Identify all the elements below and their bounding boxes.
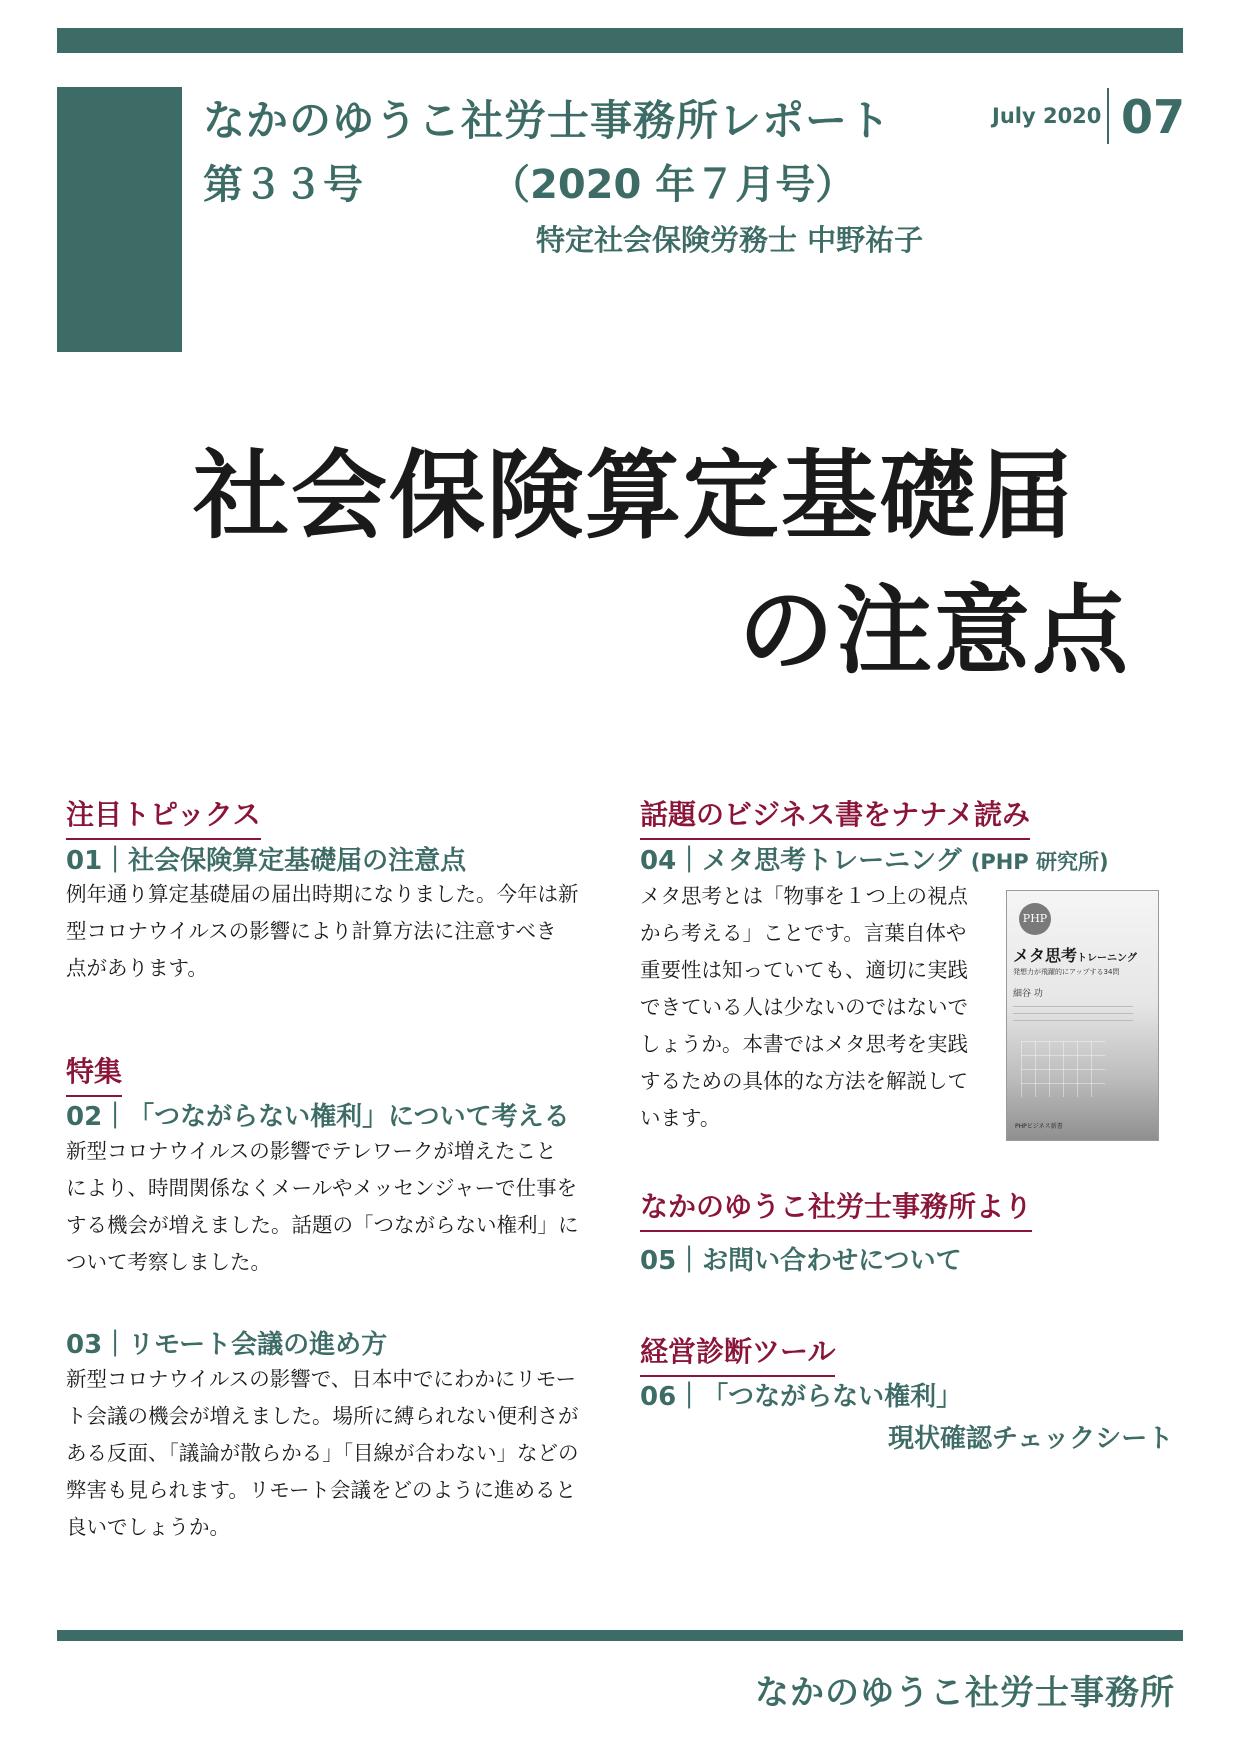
book-imprint: PHPビジネス新書 [1015, 1123, 1063, 1130]
book-title-small: トレーニング [1077, 953, 1137, 964]
headline-line-2: の注意点 [738, 575, 1130, 687]
article-03-line: 弊害も見られます。リモート会議をどのように進めると [66, 1478, 577, 1502]
section-head-diagnosis-tool: 経営診断ツール [640, 1330, 835, 1377]
article-02-line: ついて考察しました。 [66, 1250, 271, 1274]
article-04-title[interactable] [640, 840, 1109, 877]
article-04-publisher: (PHP 研究所) [970, 850, 1109, 874]
article-02-line: により、時間関係なくメールやメッセンジャーで仕事を [66, 1176, 578, 1200]
article-02-body [66, 1133, 579, 1281]
article-04-line: から考える」ことです。言葉自体や [640, 921, 967, 945]
article-06-title[interactable]: 06｜「つながらない権利」 [640, 1382, 963, 1412]
report-title: なかのゆうこ社労士事務所レポート [203, 96, 892, 145]
footer-org-name: なかのゆうこ社労士事務所 [755, 1673, 1175, 1713]
issue-date: （2020 年７月号） [490, 162, 856, 208]
section-head-topics: 注目トピックス [66, 793, 261, 840]
article-05-title[interactable]: 05｜お問い合わせについて [640, 1246, 962, 1276]
top-bar [57, 28, 1183, 53]
book-title [1013, 943, 1137, 966]
article-04-line: するための具体的な方法を解説して [640, 1069, 968, 1093]
article-02-line: する機会が増えました。話題の「つながらない権利」に [66, 1213, 579, 1237]
article-02-title[interactable]: 02｜「つながらない権利」について考える [66, 1102, 570, 1132]
book-grid-pattern [1021, 1041, 1105, 1097]
article-03-body [66, 1361, 579, 1546]
article-04-line: います。 [640, 1106, 721, 1130]
book-cover-image [1006, 890, 1159, 1141]
book-rule [1013, 1020, 1133, 1021]
month-label: July 2020 [992, 104, 1102, 128]
book-rule [1013, 1006, 1133, 1007]
book-author: 細谷 功 [1013, 989, 1043, 999]
article-01-title[interactable]: 01｜社会保険算定基礎届の注意点 [66, 846, 467, 876]
book-rule [1013, 1013, 1133, 1014]
section-head-office: なかのゆうこ社労士事務所より [640, 1185, 1032, 1232]
article-03-line: 新型コロナウイルスの影響で、日本中でにわかにリモー [66, 1367, 577, 1391]
section-head-feature: 特集 [66, 1050, 122, 1097]
headline-line-1: 社会保険算定基礎届 [193, 440, 1075, 552]
article-04-body [640, 878, 968, 1137]
month-divider [1107, 88, 1109, 144]
article-01-line: 例年通り算定基礎届の届出時期になりました。今年は新 [66, 882, 579, 906]
month-number: 07 [1121, 90, 1186, 144]
article-02-line: 新型コロナウイルスの影響でテレワークが増えたこと [66, 1139, 557, 1163]
side-block [57, 87, 182, 352]
article-04-line: メタ思考とは「物事を１つ上の視点 [640, 884, 968, 908]
book-title-main: メタ思考 [1013, 946, 1078, 965]
article-03-line: ト会議の機会が増えました。場所に縛られない便利さが [66, 1404, 579, 1428]
article-04-line: 重要性は知っていても、適切に実践 [640, 958, 968, 982]
article-03-line: 良いでしょうか。 [66, 1515, 230, 1539]
author-name: 特定社会保険労務士 中野祐子 [536, 223, 924, 257]
article-06-title-line-2[interactable]: 現状確認チェックシート [888, 1424, 1174, 1454]
article-04-title-text: 04｜メタ思考トレーニング [640, 846, 962, 876]
article-04-line: できている人は少ないのではないで [640, 995, 968, 1019]
article-01-line: 型コロナウイルスの影響により計算方法に注意すべき [66, 919, 557, 943]
article-03-line: ある反面、「議論が散らかる」「目線が合わない」などの [66, 1441, 579, 1465]
article-03-title[interactable]: 03｜リモート会議の進め方 [66, 1330, 388, 1360]
issue-number: 第３３号 [203, 162, 363, 208]
book-subtitle: 発想力が飛躍的にアップする34問 [1013, 968, 1120, 976]
publisher-logo: PHP [1019, 903, 1051, 935]
article-04-line: しょうか。本書ではメタ思考を実践 [640, 1032, 968, 1056]
article-01-line: 点があります。 [66, 956, 208, 980]
article-01-body [66, 876, 579, 987]
section-head-business-books: 話題のビジネス書をナナメ読み [640, 793, 1030, 840]
bottom-bar [57, 1630, 1183, 1641]
